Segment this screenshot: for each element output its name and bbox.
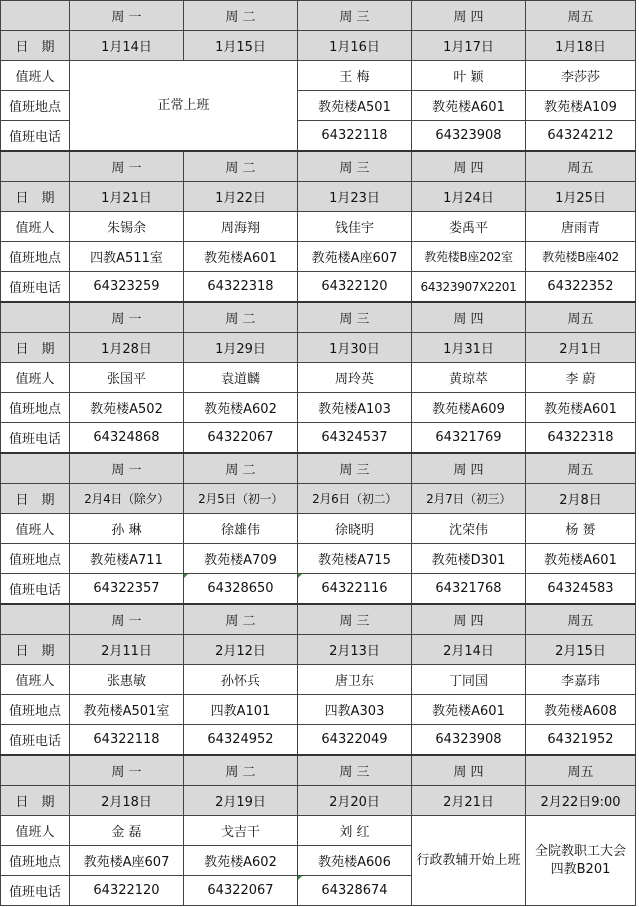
date-label: 日 期 — [1, 484, 70, 514]
phone-cell: 64322120 — [298, 272, 412, 303]
place-cell: 教苑楼A602 — [184, 393, 298, 423]
phone-cell: 64324583 — [526, 574, 636, 605]
week-2-phone-row — [1, 272, 636, 303]
phone-label: 值班电话 — [1, 272, 70, 303]
phone-cell: 64324868 — [70, 423, 184, 454]
phone-cell: 64324952 — [184, 725, 298, 756]
date-cell: 2月11日 — [70, 635, 184, 665]
meeting-place: 四教B201 — [550, 861, 611, 877]
date-cell: 1月28日 — [70, 333, 184, 363]
phone-cell: 64322357 — [70, 574, 184, 605]
day-header: 周五 — [526, 1, 636, 31]
phone-cell: 64322118 — [70, 725, 184, 756]
date-cell: 2月5日（初一） — [184, 484, 298, 514]
phone-cell: 64323908 — [412, 121, 526, 152]
day-header: 周 二 — [184, 302, 298, 333]
day-header: 周 一 — [70, 604, 184, 635]
place-label: 值班地点 — [1, 91, 70, 121]
phone-cell: 64322067 — [184, 876, 298, 906]
place-cell: 教苑楼A601 — [526, 393, 636, 423]
date-label: 日 期 — [1, 333, 70, 363]
week-3-phone-row — [1, 423, 636, 454]
day-header: 周 二 — [184, 453, 298, 484]
person-label: 值班人 — [1, 665, 70, 695]
place-cell: 教苑楼A501 — [298, 91, 412, 121]
day-header: 周 二 — [184, 1, 298, 31]
date-cell: 1月22日 — [184, 182, 298, 212]
corner-cell — [1, 1, 70, 31]
person-cell: 徐雄伟 — [184, 514, 298, 544]
person-cell: 沈荣伟 — [412, 514, 526, 544]
day-header: 周 四 — [412, 604, 526, 635]
phone-cell: 64322067 — [184, 423, 298, 454]
phone-cell: 64322116 — [298, 574, 412, 605]
phone-cell: 64322318 — [526, 423, 636, 454]
person-label: 值班人 — [1, 363, 70, 393]
date-cell: 2月6日（初二） — [298, 484, 412, 514]
date-cell: 1月25日 — [526, 182, 636, 212]
week-4-phone-row — [1, 574, 636, 605]
corner-cell — [1, 604, 70, 635]
person-label: 值班人 — [1, 61, 70, 91]
place-cell: 教苑楼A601 — [412, 91, 526, 121]
day-header: 周 四 — [412, 453, 526, 484]
place-cell: 四教A101 — [184, 695, 298, 725]
person-cell: 戈吉干 — [184, 816, 298, 846]
day-header: 周 一 — [70, 1, 184, 31]
place-label: 值班地点 — [1, 242, 70, 272]
date-cell: 2月13日 — [298, 635, 412, 665]
week-6-day-row — [1, 755, 636, 786]
normal-work-note: 正常上班 — [70, 61, 298, 152]
day-header: 周 一 — [70, 302, 184, 333]
day-header: 周 三 — [298, 1, 412, 31]
place-cell: 教苑楼A601 — [412, 695, 526, 725]
phone-cell: 64322352 — [526, 272, 636, 303]
week-1-person-row — [1, 61, 636, 91]
week-4-date-row — [1, 484, 636, 514]
place-cell: 教苑楼A606 — [298, 846, 412, 876]
place-cell: 四教A303 — [298, 695, 412, 725]
person-cell: 黄琼萃 — [412, 363, 526, 393]
week-3-place-row — [1, 393, 636, 423]
phone-cell: 64328674 — [298, 876, 412, 906]
place-cell: 教苑楼A103 — [298, 393, 412, 423]
place-cell: 教苑楼A601 — [526, 544, 636, 574]
date-cell: 2月7日（初三） — [412, 484, 526, 514]
staff-resume-note: 行政教辅开始上班 — [412, 816, 526, 906]
week-4-person-row — [1, 514, 636, 544]
place-cell: 教苑楼B座202室 — [412, 242, 526, 272]
date-cell: 1月15日 — [184, 31, 298, 61]
place-cell: 教苑楼A608 — [526, 695, 636, 725]
day-header: 周 三 — [298, 453, 412, 484]
week-3-date-row — [1, 333, 636, 363]
day-header: 周 四 — [412, 302, 526, 333]
day-header: 周 二 — [184, 604, 298, 635]
date-cell: 2月4日（除夕） — [70, 484, 184, 514]
date-cell: 1月17日 — [412, 31, 526, 61]
day-header: 周五 — [526, 755, 636, 786]
person-cell: 周玲英 — [298, 363, 412, 393]
place-cell: 教苑楼B座402 — [526, 242, 636, 272]
place-cell: 教苑楼A602 — [184, 846, 298, 876]
day-header: 周 三 — [298, 302, 412, 333]
date-cell: 2月21日 — [412, 786, 526, 816]
corner-cell — [1, 151, 70, 182]
date-cell: 1月14日 — [70, 31, 184, 61]
date-cell: 2月20日 — [298, 786, 412, 816]
date-cell: 2月14日 — [412, 635, 526, 665]
day-header: 周 一 — [70, 453, 184, 484]
person-label: 值班人 — [1, 212, 70, 242]
date-cell: 2月12日 — [184, 635, 298, 665]
phone-cell: 64322049 — [298, 725, 412, 756]
day-header: 周五 — [526, 604, 636, 635]
week-1-date-row — [1, 31, 636, 61]
week-5-person-row — [1, 665, 636, 695]
person-cell: 丁同国 — [412, 665, 526, 695]
date-cell: 2月22日9:00 — [526, 786, 636, 816]
person-cell: 徐晓明 — [298, 514, 412, 544]
date-cell: 1月31日 — [412, 333, 526, 363]
corner-cell — [1, 302, 70, 333]
week-2-day-row — [1, 151, 636, 182]
date-cell: 1月21日 — [70, 182, 184, 212]
person-cell: 叶 颖 — [412, 61, 526, 91]
person-cell: 唐雨青 — [526, 212, 636, 242]
person-cell: 张国平 — [70, 363, 184, 393]
person-cell: 朱锡余 — [70, 212, 184, 242]
phone-cell: 64322120 — [70, 876, 184, 906]
place-cell: 教苑楼A709 — [184, 544, 298, 574]
phone-label: 值班电话 — [1, 876, 70, 906]
week-2-place-row — [1, 242, 636, 272]
place-label: 值班地点 — [1, 695, 70, 725]
day-header: 周 三 — [298, 755, 412, 786]
place-label: 值班地点 — [1, 393, 70, 423]
corner-cell — [1, 453, 70, 484]
day-header: 周 一 — [70, 755, 184, 786]
week-6-date-row — [1, 786, 636, 816]
phone-cell: 64328650 — [184, 574, 298, 605]
date-cell: 1月18日 — [526, 31, 636, 61]
phone-cell: 64323259 — [70, 272, 184, 303]
place-cell: 教苑楼A502 — [70, 393, 184, 423]
date-label: 日 期 — [1, 635, 70, 665]
week-4-place-row — [1, 544, 636, 574]
date-label: 日 期 — [1, 31, 70, 61]
date-label: 日 期 — [1, 182, 70, 212]
phone-label: 值班电话 — [1, 725, 70, 756]
place-cell: 教苑楼A109 — [526, 91, 636, 121]
week-5-day-row — [1, 604, 636, 635]
meeting-title: 全院教职工大会 — [534, 843, 626, 859]
place-cell: 教苑楼A609 — [412, 393, 526, 423]
day-header: 周 二 — [184, 151, 298, 182]
person-cell: 刘 红 — [298, 816, 412, 846]
corner-cell — [1, 755, 70, 786]
phone-cell: 64322318 — [184, 272, 298, 303]
day-header: 周 二 — [184, 755, 298, 786]
week-5-phone-row — [1, 725, 636, 756]
place-cell: 教苑楼D301 — [412, 544, 526, 574]
person-cell: 周海翔 — [184, 212, 298, 242]
person-cell: 杨 赟 — [526, 514, 636, 544]
date-cell: 1月24日 — [412, 182, 526, 212]
place-label: 值班地点 — [1, 846, 70, 876]
phone-cell: 64322118 — [298, 121, 412, 152]
person-cell: 王 梅 — [298, 61, 412, 91]
phone-cell: 64323907X2201 — [412, 272, 526, 303]
week-6-person-row — [1, 816, 636, 846]
date-cell: 2月15日 — [526, 635, 636, 665]
date-cell: 2月8日 — [526, 484, 636, 514]
day-header: 周五 — [526, 453, 636, 484]
place-cell: 教苑楼A座607 — [298, 242, 412, 272]
person-cell: 张惠敏 — [70, 665, 184, 695]
date-cell: 2月18日 — [70, 786, 184, 816]
day-header: 周 三 — [298, 604, 412, 635]
person-cell: 袁道麟 — [184, 363, 298, 393]
place-cell: 教苑楼A座607 — [70, 846, 184, 876]
phone-cell: 64321769 — [412, 423, 526, 454]
week-5-date-row — [1, 635, 636, 665]
day-header: 周 四 — [412, 1, 526, 31]
phone-cell: 64324212 — [526, 121, 636, 152]
person-cell: 孙怀兵 — [184, 665, 298, 695]
place-label: 值班地点 — [1, 544, 70, 574]
day-header: 周 三 — [298, 151, 412, 182]
place-cell: 教苑楼A501室 — [70, 695, 184, 725]
phone-cell: 64321952 — [526, 725, 636, 756]
week-3-person-row — [1, 363, 636, 393]
phone-label: 值班电话 — [1, 121, 70, 152]
day-header: 周五 — [526, 302, 636, 333]
date-cell: 1月16日 — [298, 31, 412, 61]
date-cell: 1月23日 — [298, 182, 412, 212]
phone-cell: 64324537 — [298, 423, 412, 454]
place-cell: 四教A511室 — [70, 242, 184, 272]
week-2-person-row — [1, 212, 636, 242]
date-cell: 2月19日 — [184, 786, 298, 816]
place-cell: 教苑楼A711 — [70, 544, 184, 574]
person-cell: 李 蔚 — [526, 363, 636, 393]
week-4-day-row — [1, 453, 636, 484]
person-cell: 金 磊 — [70, 816, 184, 846]
date-label: 日 期 — [1, 786, 70, 816]
date-cell: 2月1日 — [526, 333, 636, 363]
day-header: 周 四 — [412, 755, 526, 786]
week-1-day-row — [1, 1, 636, 31]
date-cell: 1月30日 — [298, 333, 412, 363]
person-cell: 唐卫东 — [298, 665, 412, 695]
person-cell: 钱佳宇 — [298, 212, 412, 242]
day-header: 周 一 — [70, 151, 184, 182]
week-5-place-row — [1, 695, 636, 725]
phone-cell: 64323908 — [412, 725, 526, 756]
staff-meeting-note — [526, 816, 636, 906]
phone-label: 值班电话 — [1, 423, 70, 454]
week-2-date-row — [1, 182, 636, 212]
date-cell: 1月29日 — [184, 333, 298, 363]
day-header: 周 四 — [412, 151, 526, 182]
person-cell: 李莎莎 — [526, 61, 636, 91]
person-label: 值班人 — [1, 816, 70, 846]
phone-label: 值班电话 — [1, 574, 70, 605]
person-label: 值班人 — [1, 514, 70, 544]
phone-cell: 64321768 — [412, 574, 526, 605]
place-cell: 教苑楼A601 — [184, 242, 298, 272]
person-cell: 李嘉玮 — [526, 665, 636, 695]
person-cell: 娄禹平 — [412, 212, 526, 242]
person-cell: 孙 琳 — [70, 514, 184, 544]
day-header: 周五 — [526, 151, 636, 182]
place-cell: 教苑楼A715 — [298, 544, 412, 574]
week-3-day-row — [1, 302, 636, 333]
